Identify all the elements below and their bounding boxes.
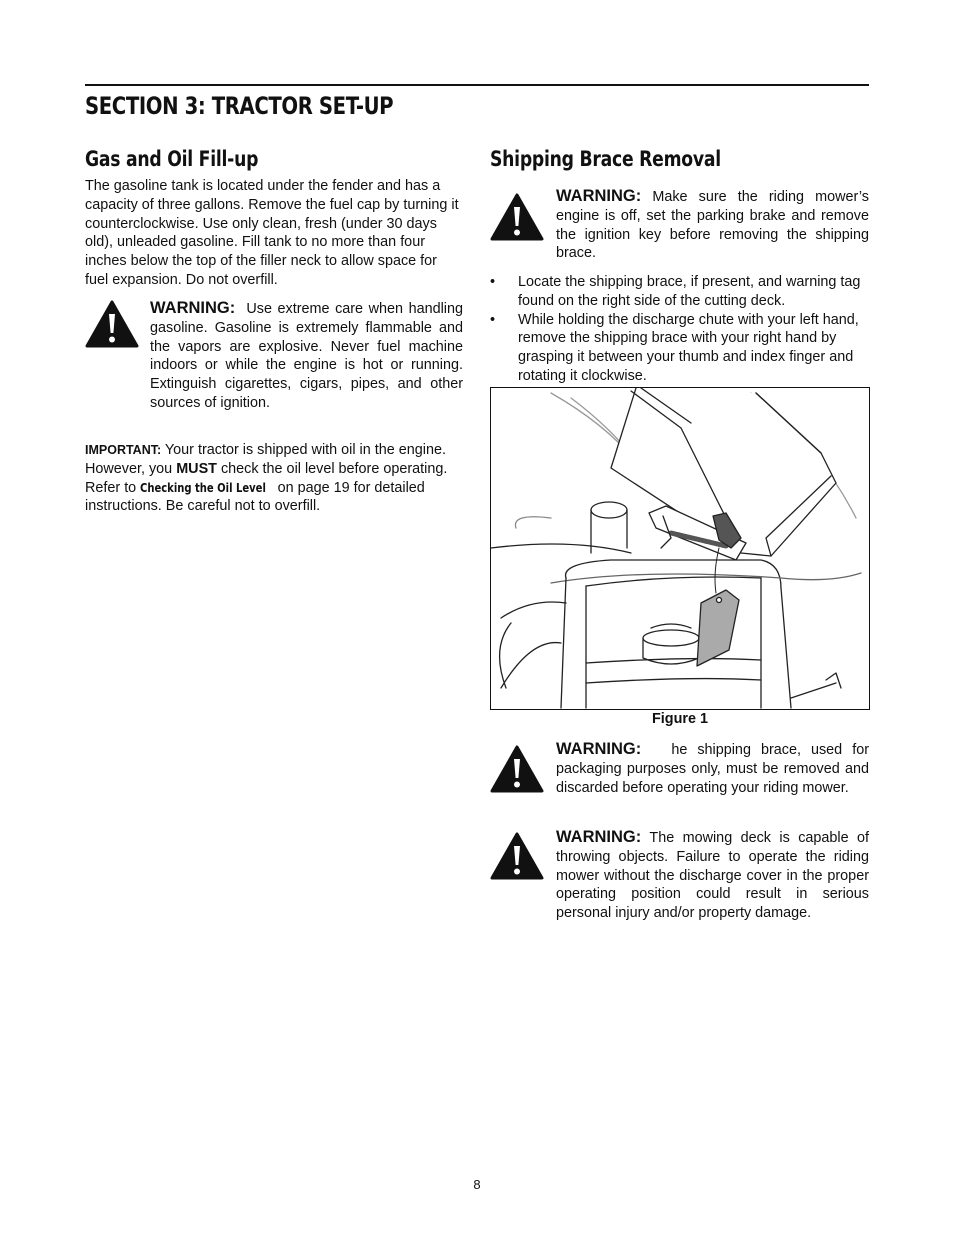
gas-warning	[150, 299, 463, 413]
list-item-text: While holding the discharge chute with your left hand, remove the shipping brace with your right hand by grasping it between your thumb and index finger and rotating it clockwise.	[518, 311, 859, 384]
shipping-warning-1	[556, 187, 869, 263]
instruction-list	[490, 273, 870, 386]
list-item-text: Locate the shipping brace, if present, and warning tag found on the right side of the cutting deck.	[518, 274, 861, 309]
warning-label: WARNING:	[150, 299, 236, 317]
important-text-b: check the oil level before operating. Refer to	[85, 460, 448, 496]
figure-1-illustration	[490, 387, 870, 710]
warning-triangle-icon	[85, 300, 139, 348]
bullet-glyph: •	[490, 311, 496, 328]
warning-triangle-icon	[490, 832, 544, 880]
section-title: SECTION 3: TRACTOR SET-UP	[85, 92, 394, 120]
important-must: MUST	[176, 460, 217, 477]
important-text-a: Your tractor is shipped with oil in the engine. However, you	[85, 442, 446, 477]
page-number: 8	[473, 1177, 481, 1192]
gas-oil-heading: Gas and Oil Fill-up	[85, 147, 259, 171]
shipping-warning-3-text: The mowing deck is capable of throwing objects. Failure to operate the riding mower without the discharge cover in the proper operating position could result in serious personal injury and/or property damage.	[556, 830, 870, 922]
warning-label: WARNING:	[556, 740, 642, 758]
bullet-glyph: •	[490, 274, 496, 290]
figure-caption: Figure 1	[652, 711, 708, 727]
gas-oil-intro: The gasoline tank is located under the fender and has a capacity of three gallons. Remove the fuel cap by turning it counterclockwise. Use only clean, fresh (under 30 days old), unleaded gasoline. Fill tank to no more than four inches below the top of the filler neck to allow space for fuel expansion. Do not overfill.	[85, 178, 459, 288]
list-item	[490, 273, 870, 311]
important-note	[85, 441, 463, 516]
important-text-c: on page 19 for detailed instructions. Be careful not to overfill.	[85, 479, 425, 515]
shipping-heading: Shipping Brace Removal	[490, 147, 721, 171]
shipping-warning-3	[556, 828, 869, 923]
warning-triangle-icon	[490, 745, 544, 793]
warning-label: WARNING:	[556, 828, 642, 846]
warning-triangle-icon	[490, 193, 544, 241]
list-item	[490, 311, 870, 386]
important-label: IMPORTANT:	[85, 443, 162, 457]
shipping-warning-2	[556, 740, 869, 797]
header-rule	[85, 84, 869, 86]
checking-oil-level-reference: Checking the Oil Level	[140, 479, 267, 495]
warning-label: WARNING:	[556, 187, 642, 205]
shipping-warning-1-text: Make sure the riding mower’s engine is off, set the parking brake and remove the ignition key before removing the shipping brace.	[556, 189, 869, 262]
gas-warning-text: Use extreme care when handling gasoline. Gasoline is extremely flammable and the vapors are explosive. Never fuel machine indoors or while the engine is hot or running. Extinguish cigarettes, cigars, pipes, and other sources of ignition.	[150, 301, 463, 411]
shipping-warning-2-text: he shipping brace, used for packaging purposes only, must be removed and discarded before operating your riding mower.	[556, 742, 869, 796]
shipping-brace-drawing	[491, 388, 870, 710]
